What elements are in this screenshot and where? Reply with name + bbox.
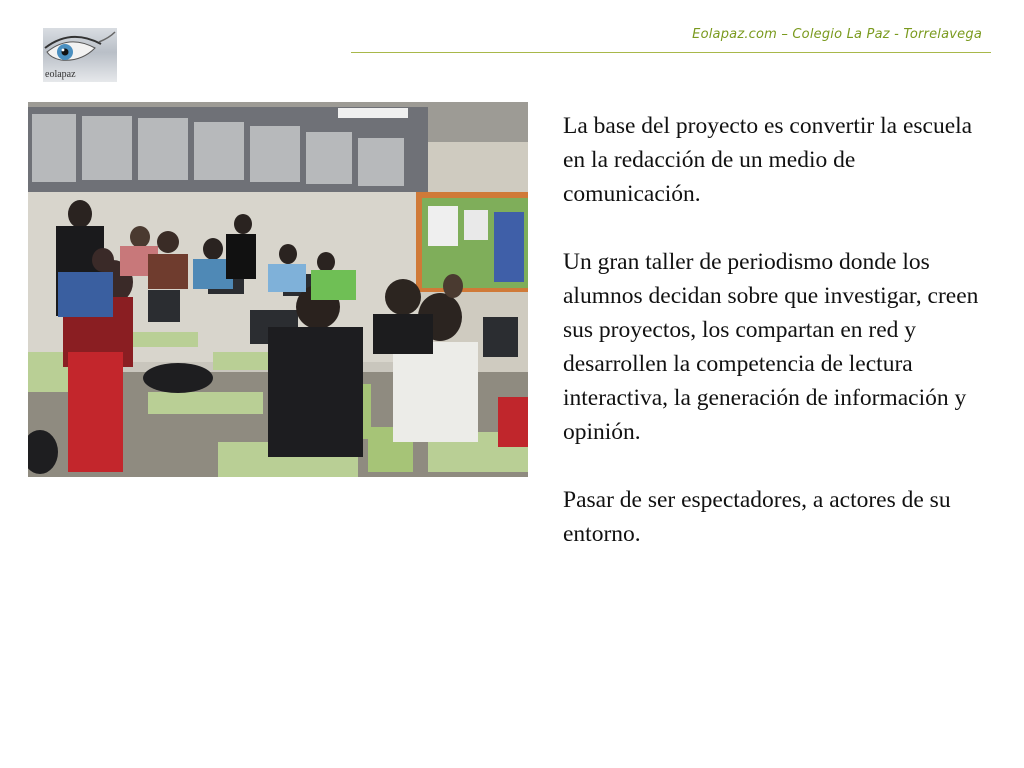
- logo-label: eolapaz: [45, 69, 76, 80]
- eolapaz-logo: [43, 28, 117, 82]
- body-text: [563, 109, 983, 585]
- site-title: Eolapaz.com – Colegio La Paz - Torrelavega: [692, 27, 982, 42]
- classroom-photo: [28, 102, 528, 477]
- paragraph-spectators-to-actors: Pasar de ser espectadores, a actores de su entorno.: [563, 487, 951, 547]
- paragraph-project-base: La base del proyecto es convertir la escuela en la redacción de un medio de comunicación.: [563, 113, 973, 207]
- paragraph-journalism-workshop: Un gran taller de periodismo donde los alumnos decidan sobre que investigar, creen sus proyectos, los compartan en red y desarrollen la competencia de lectura interactiva, la generación de información y opinión.: [563, 249, 979, 445]
- header-divider: [351, 52, 991, 53]
